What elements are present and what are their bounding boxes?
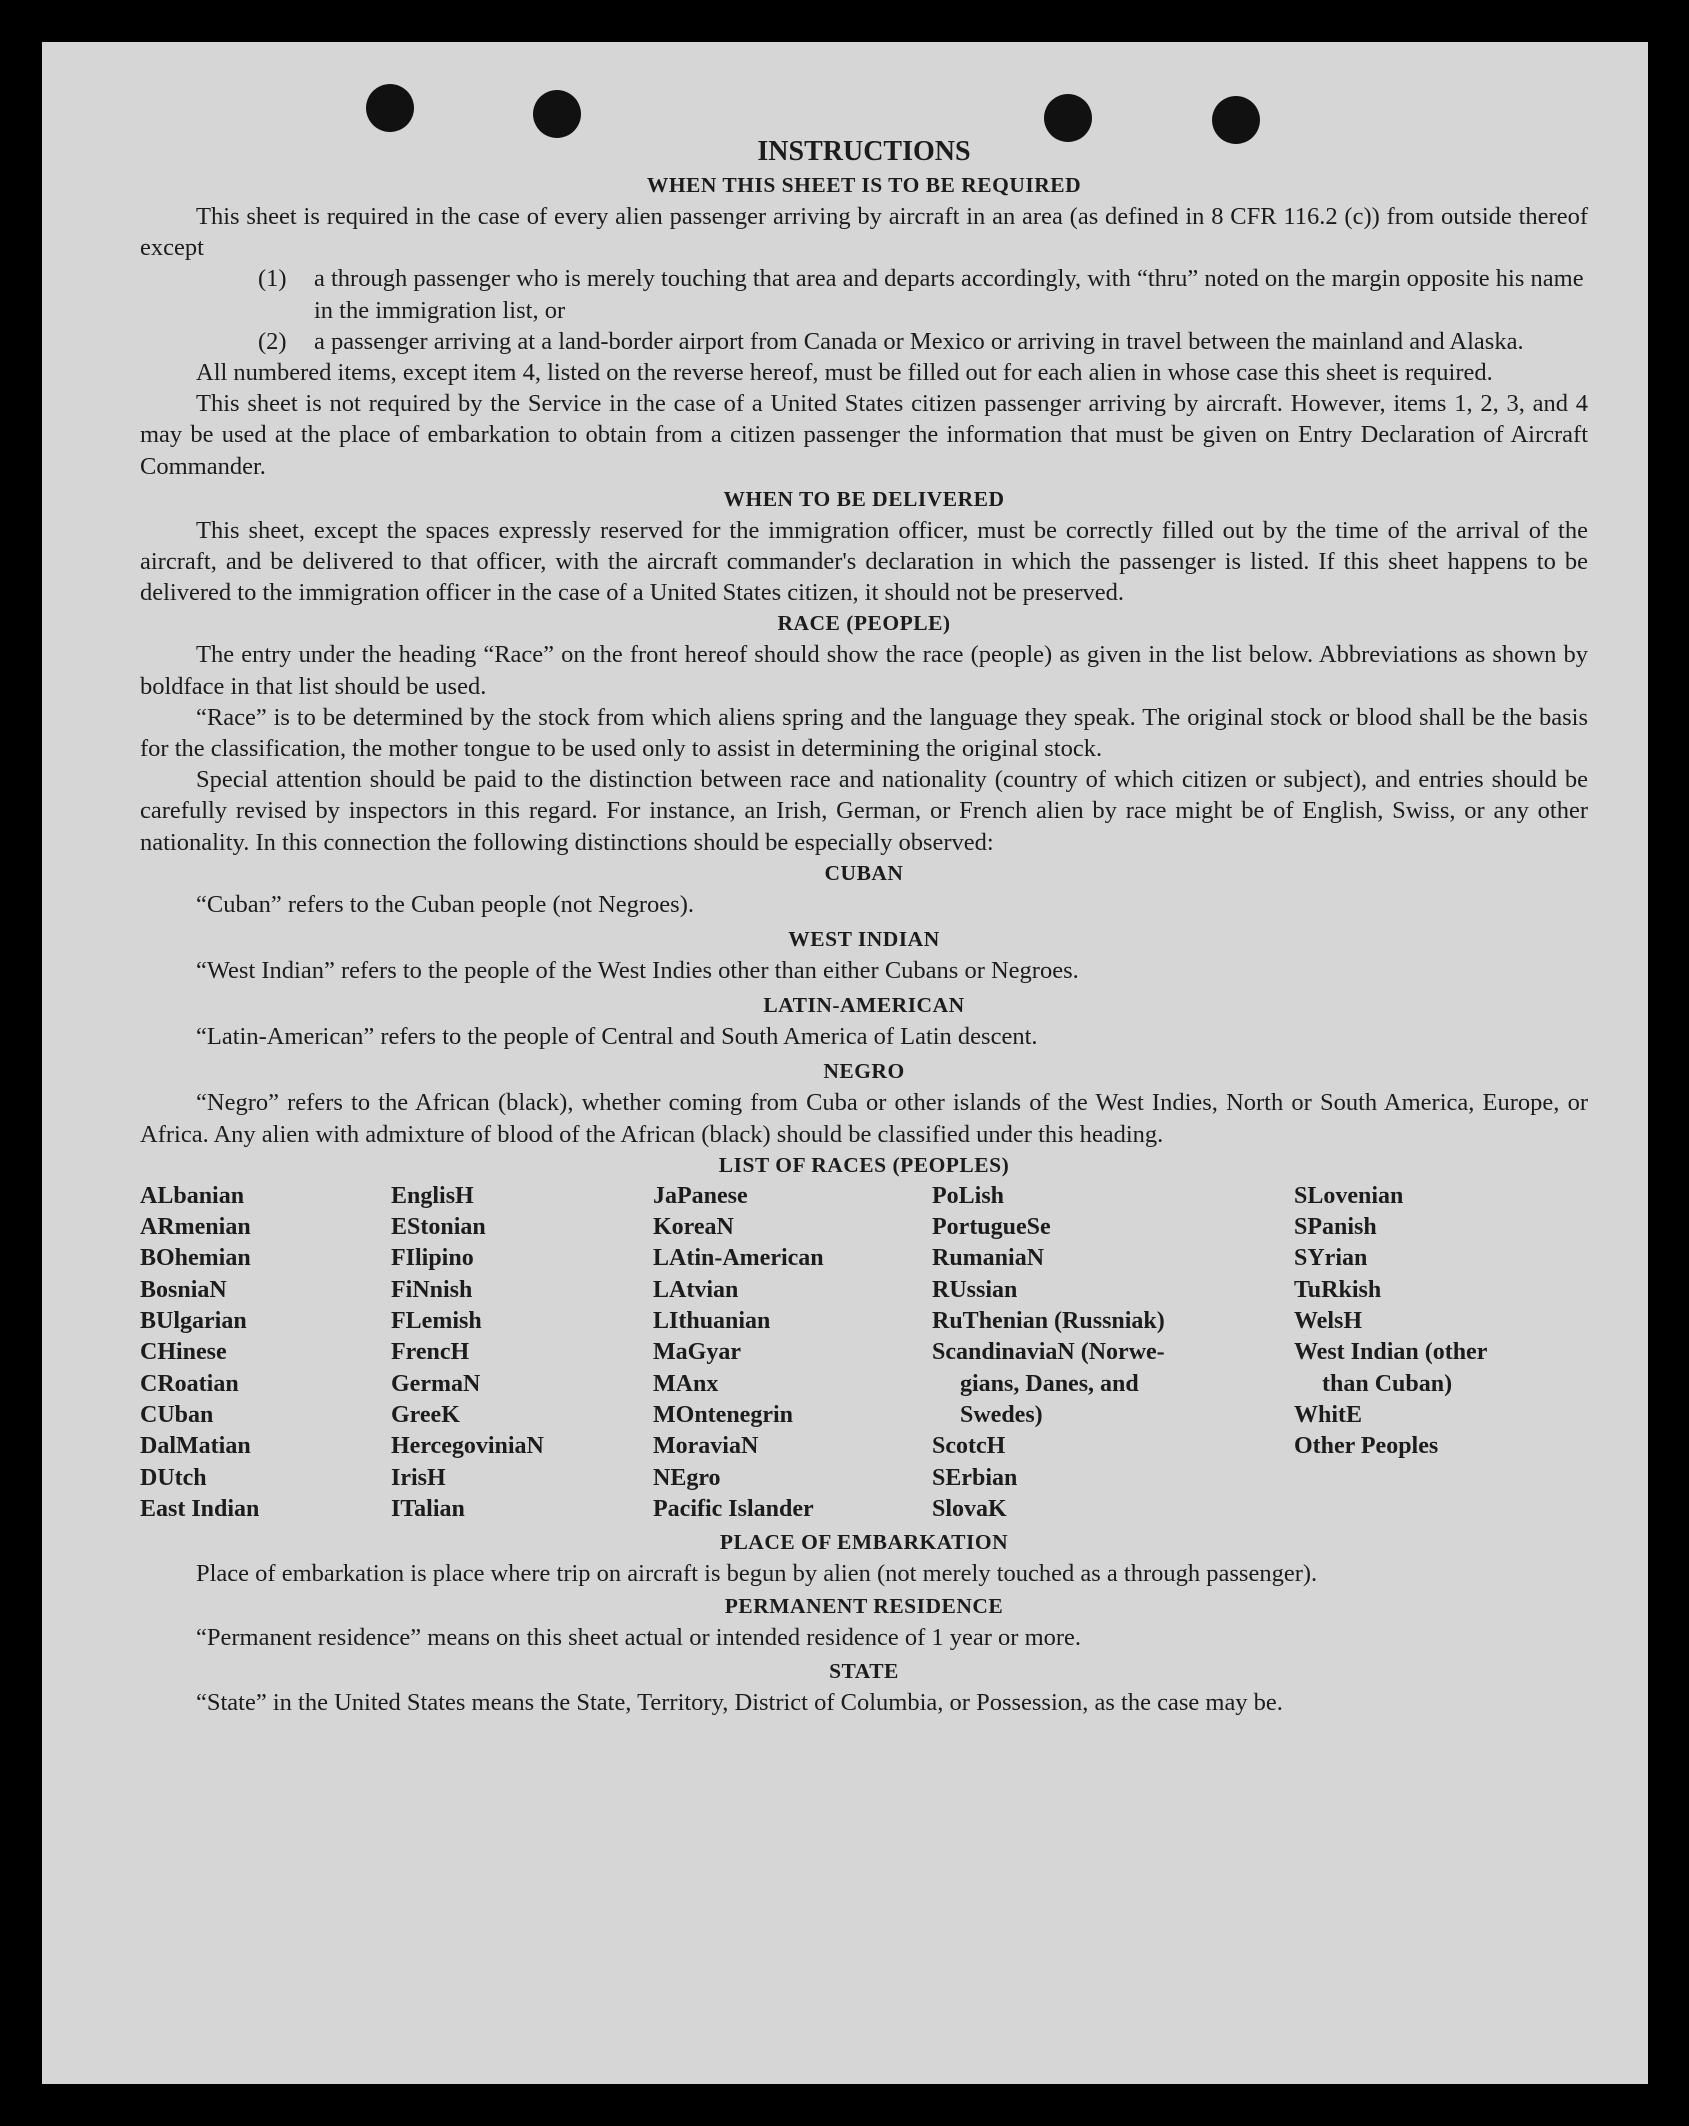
item-number: (2): [258, 327, 287, 355]
race-entry: CRoatian: [140, 1370, 239, 1397]
paragraph: Place of embarkation is place where trip on aircraft is begun by alien (not merely touched as a through passenger).: [196, 1560, 1318, 1588]
list-item: [140, 263, 1588, 325]
race-entry: DUtch: [140, 1464, 207, 1491]
race-entry: IrisH: [391, 1464, 446, 1491]
race-entry: ScandinaviaN (Norwe-: [932, 1339, 1165, 1366]
race-entry: MAnx: [653, 1370, 719, 1397]
paragraph: All numbered items, except item 4, listed on the reverse hereof, must be filled out for each alien in whose case this sheet is required.: [196, 359, 1493, 387]
race-entry: ScotcH: [932, 1433, 1006, 1460]
race-entry-continued: than Cuban): [1322, 1370, 1453, 1397]
document-page: [42, 42, 1648, 2084]
race-entry: West Indian (other: [1294, 1339, 1488, 1366]
races-column-5: [1294, 1181, 1588, 1525]
races-list: [140, 1181, 1588, 1525]
race-entry: FLemish: [391, 1308, 482, 1335]
paragraph: “Race” is to be determined by the stock from which aliens spring and the language they speak. The original stock or blood shall be the basis for the classification, the mother tongue to be used only to assist in determining the original stock.: [140, 703, 1588, 763]
section-heading: LATIN-AMERICAN: [763, 993, 965, 1018]
race-entry: FrencH: [391, 1339, 470, 1366]
section-heading: PERMANENT RESIDENCE: [724, 1594, 1004, 1619]
race-entry: DalMatian: [140, 1433, 251, 1460]
race-entry: East Indian: [140, 1495, 260, 1522]
race-entry: RumaniaN: [932, 1245, 1045, 1272]
list-item: [140, 326, 1588, 357]
race-entry: MaGyar: [653, 1339, 741, 1366]
section-heading: CUBAN: [824, 860, 904, 885]
race-entry: PoLish: [932, 1182, 1005, 1209]
race-entry: SLovenian: [1294, 1182, 1404, 1209]
race-entry: MoraviaN: [653, 1433, 759, 1460]
paragraph: Special attention should be paid to the distinction between race and nationality (country of which citizen or subject), and entries should be carefully revised by inspectors in this regard. For instance, an Irish, German, or French alien by race might be of English, Swiss, or any other nationality. In this connection the following distinctions should be especially observed:: [140, 766, 1588, 856]
race-entry: KoreaN: [653, 1214, 734, 1241]
race-entry: TuRkish: [1294, 1276, 1382, 1303]
race-entry: RUssian: [932, 1276, 1018, 1303]
punch-hole: [366, 84, 414, 132]
race-entry: SYrian: [1294, 1245, 1368, 1272]
race-entry: ARmenian: [140, 1214, 251, 1241]
race-entry: WelsH: [1294, 1308, 1363, 1335]
section-heading: STATE: [829, 1658, 899, 1683]
races-column-1: [140, 1181, 391, 1525]
race-entry: BosniaN: [140, 1276, 227, 1303]
race-entry: CUban: [140, 1401, 214, 1428]
paragraph: “Cuban” refers to the Cuban people (not Negroes).: [196, 890, 694, 918]
section-heading: WHEN TO BE DELIVERED: [723, 486, 1005, 511]
section-heading: WHEN THIS SHEET IS TO BE REQUIRED: [646, 173, 1082, 197]
race-entry: LIthuanian: [653, 1308, 771, 1335]
races-column-3: [653, 1181, 932, 1525]
paragraph: “Latin-American” refers to the people of Central and South America of Latin descent.: [196, 1023, 1038, 1051]
race-entry: PortugueSe: [932, 1214, 1051, 1241]
race-entry-continued: gians, Danes, and: [960, 1370, 1139, 1397]
paragraph: “West Indian” refers to the people of the West Indies other than either Cubans or Negroes.: [196, 957, 1079, 985]
race-entry: EStonian: [391, 1214, 486, 1241]
section-heading: WEST INDIAN: [788, 927, 940, 952]
race-entry: SlovaK: [932, 1495, 1007, 1522]
race-entry: Pacific Islander: [653, 1495, 814, 1522]
paragraph: This sheet is not required by the Service in the case of a United States citizen passenger arriving by aircraft. However, items 1, 2, 3, and 4 may be used at the place of embarkation to obtain from a citizen passenger the information that must be given on Entry Declaration of Aircraft Commander.: [140, 390, 1588, 480]
race-entry: ALbanian: [140, 1182, 245, 1209]
race-entry: SErbian: [932, 1464, 1018, 1491]
race-entry: FiNnish: [391, 1276, 473, 1303]
race-entry: LAtvian: [653, 1276, 739, 1303]
race-entry: LAtin-American: [653, 1245, 824, 1272]
race-entry: RuThenian (Russniak): [932, 1308, 1165, 1335]
race-entry: EnglisH: [391, 1182, 474, 1209]
race-entry: NEgro: [653, 1464, 721, 1491]
races-column-4: [932, 1181, 1294, 1525]
item-text: a through passenger who is merely touching that area and departs accordingly, with “thru” noted on the margin opposite his name in the immigration list, or: [314, 265, 1584, 324]
race-entry: Other Peoples: [1294, 1433, 1439, 1460]
race-entry-continued: Swedes): [960, 1401, 1043, 1428]
race-entry: GermaN: [391, 1370, 481, 1397]
paragraph: This sheet is required in the case of every alien passenger arriving by aircraft in an area (as defined in 8 CFR 116.2 (c)) from outside thereof except: [140, 203, 1588, 262]
paragraph: “Negro” refers to the African (black), whether coming from Cuba or other islands of the West Indies, North or South America, Europe, or Africa. Any alien with admixture of blood of the African (black) should be classified under this heading.: [140, 1089, 1588, 1148]
instructions-body: [140, 134, 1588, 1718]
race-entry: FIlipino: [391, 1245, 474, 1272]
race-entry: ITalian: [391, 1495, 465, 1522]
item-text: a passenger arriving at a land-border airport from Canada or Mexico or arriving in travel between the mainland and Alaska.: [314, 327, 1524, 355]
races-column-2: [391, 1181, 653, 1525]
race-entry: HercegoviniaN: [391, 1433, 544, 1460]
race-entry: JaPanese: [653, 1182, 748, 1209]
section-heading: RACE (PEOPLE): [777, 611, 951, 636]
section-heading: NEGRO: [823, 1059, 905, 1084]
race-entry: WhitE: [1294, 1401, 1363, 1428]
race-entry: MOntenegrin: [653, 1401, 793, 1428]
punch-hole: [533, 90, 581, 138]
paragraph: This sheet, except the spaces expressly reserved for the immigration officer, must be correctly filled out by the time of the arrival of the aircraft, and be delivered to that officer, with the aircraft commander's declaration in which the passenger is listed. If this sheet happens to be delivered to the immigration officer in the case of a United States citizen, it should not be preserved.: [140, 516, 1588, 607]
race-entry: SPanish: [1294, 1214, 1377, 1241]
page-title: INSTRUCTIONS: [757, 136, 971, 167]
paragraph: The entry under the heading “Race” on the front hereof should show the race (people) as given in the list below. Abbreviations as shown by boldface in that list should be used.: [140, 641, 1588, 700]
race-entry: BOhemian: [140, 1245, 251, 1272]
item-number: (1): [258, 265, 287, 293]
paragraph: “Permanent residence” means on this sheet actual or intended residence of 1 year or more.: [196, 1624, 1082, 1652]
paragraph: “State” in the United States means the State, Territory, District of Columbia, or Possession, as the case may be.: [196, 1688, 1283, 1716]
race-entry: CHinese: [140, 1339, 227, 1366]
section-heading: PLACE OF EMBARKATION: [719, 1530, 1009, 1555]
race-entry: BUlgarian: [140, 1308, 247, 1335]
race-entry: GreeK: [391, 1401, 460, 1428]
section-heading: LIST OF RACES (PEOPLES): [718, 1152, 1010, 1177]
